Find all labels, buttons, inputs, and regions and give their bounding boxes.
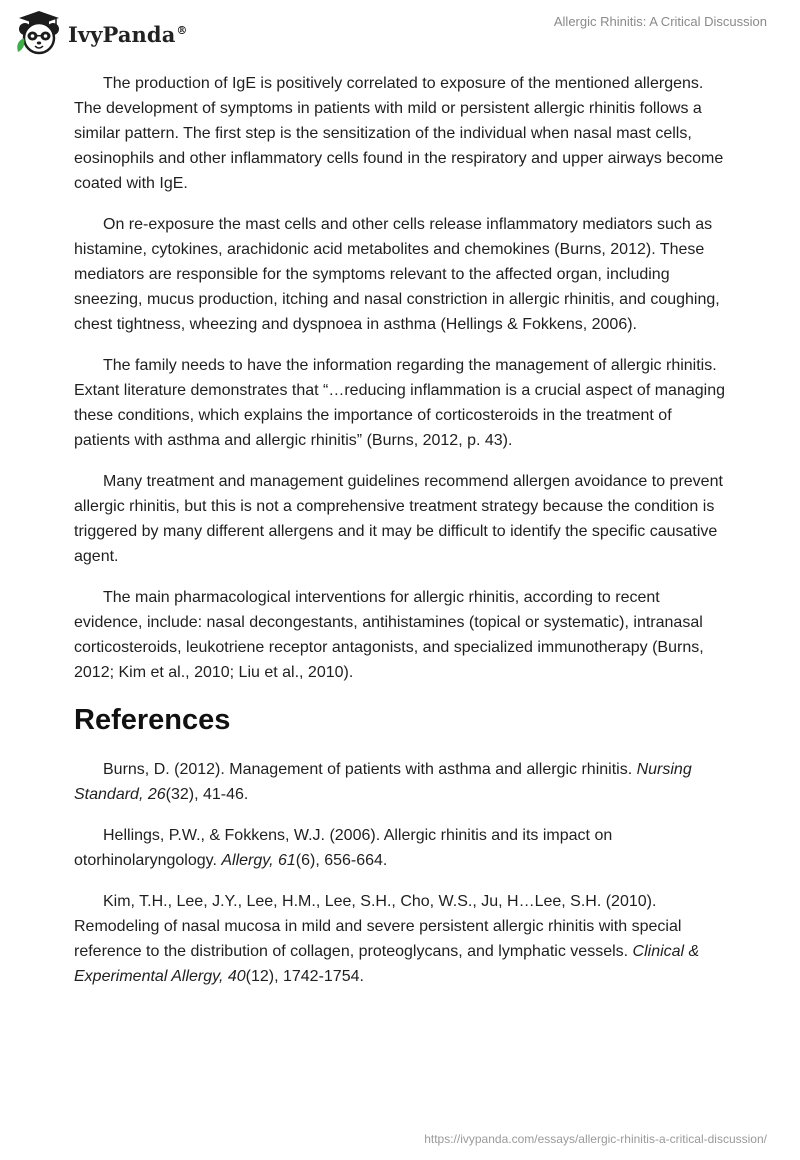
reference-entry: Hellings, P.W., & Fokkens, W.J. (2006). Allergic rhinitis and its impact on otorhinolaryngology. Allergy, 61(6), 656-664. xyxy=(74,827,613,869)
brand-logo[interactable] xyxy=(14,8,188,56)
source-url-link[interactable]: https://ivypanda.com/essays/allergic-rhinitis-a-critical-discussion/ xyxy=(424,1132,767,1146)
references-heading: References xyxy=(74,704,231,736)
brand-name: IvyPanda® xyxy=(68,21,188,47)
reference-journal: Allergy, 61 xyxy=(221,852,296,869)
body-paragraph: The family needs to have the information regarding the management of allergic rhinitis. Extant literature demonstrates that “…reducing inflammation is a crucial aspect of managing these conditions, which explains the importance of corticosteroids in the treatment of patients with asthma and allergic rhinitis” (Burns, 2012, p. 43). xyxy=(74,357,725,449)
body-paragraph: The production of IgE is positively correlated to exposure of the mentioned allergens. The development of symptoms in patients with mild or persistent allergic rhinitis follows a similar pattern. The first step is the sensitization of the individual when nasal mast cells, eosinophils and other inflammatory cells found in the respiratory and upper airways become coated with IgE. xyxy=(74,75,724,192)
panda-logo-icon xyxy=(14,8,64,56)
page-header xyxy=(0,0,800,60)
reference-journal: Clinical & Experimental Allergy, 40 xyxy=(74,943,700,985)
essay-content xyxy=(74,71,726,1005)
reference-journal: Nursing Standard, 26 xyxy=(74,761,692,803)
body-paragraph: On re-exposure the mast cells and other cells release inflammatory mediators such as histamine, cytokines, arachidonic acid metabolites and chemokines (Burns, 2012). These mediators are responsible for the symptoms relevant to the affected organ, including sneezing, mucus production, itching and nasal constriction in allergic rhinitis, and coughing, chest tightness, wheezing and dyspnoea in asthma (Hellings & Fokkens, 2006). xyxy=(74,216,720,333)
body-paragraph: Many treatment and management guidelines recommend allergen avoidance to prevent allergic rhinitis, but this is not a comprehensive treatment strategy because the condition is triggered by many different allergens and it may be difficult to identify the specific causative agent. xyxy=(74,473,723,565)
reference-entry: Burns, D. (2012). Management of patients with asthma and allergic rhinitis. Nursing Standard, 26(32), 41-46. xyxy=(74,761,692,803)
reference-entry: Kim, T.H., Lee, J.Y., Lee, H.M., Lee, S.H., Cho, W.S., Ju, H…Lee, S.H. (2010). Remodeling of nasal mucosa in mild and severe persistent allergic rhinitis with special reference to the distribution of collagen, proteoglycans, and lymphatic vessels. Clinical & Experimental Allergy, 40(12), 1742-1754. xyxy=(74,893,700,985)
document-title: Allergic Rhinitis: A Critical Discussion xyxy=(553,14,767,29)
body-paragraph: The main pharmacological interventions for allergic rhinitis, according to recent evidence, include: nasal decongestants, antihistamines (topical or systematic), intranasal corticosteroids, leukotriene receptor antagonists, and specialized immunotherapy (Burns, 2012; Kim et al., 2010; Liu et al., 2010). xyxy=(74,589,704,681)
